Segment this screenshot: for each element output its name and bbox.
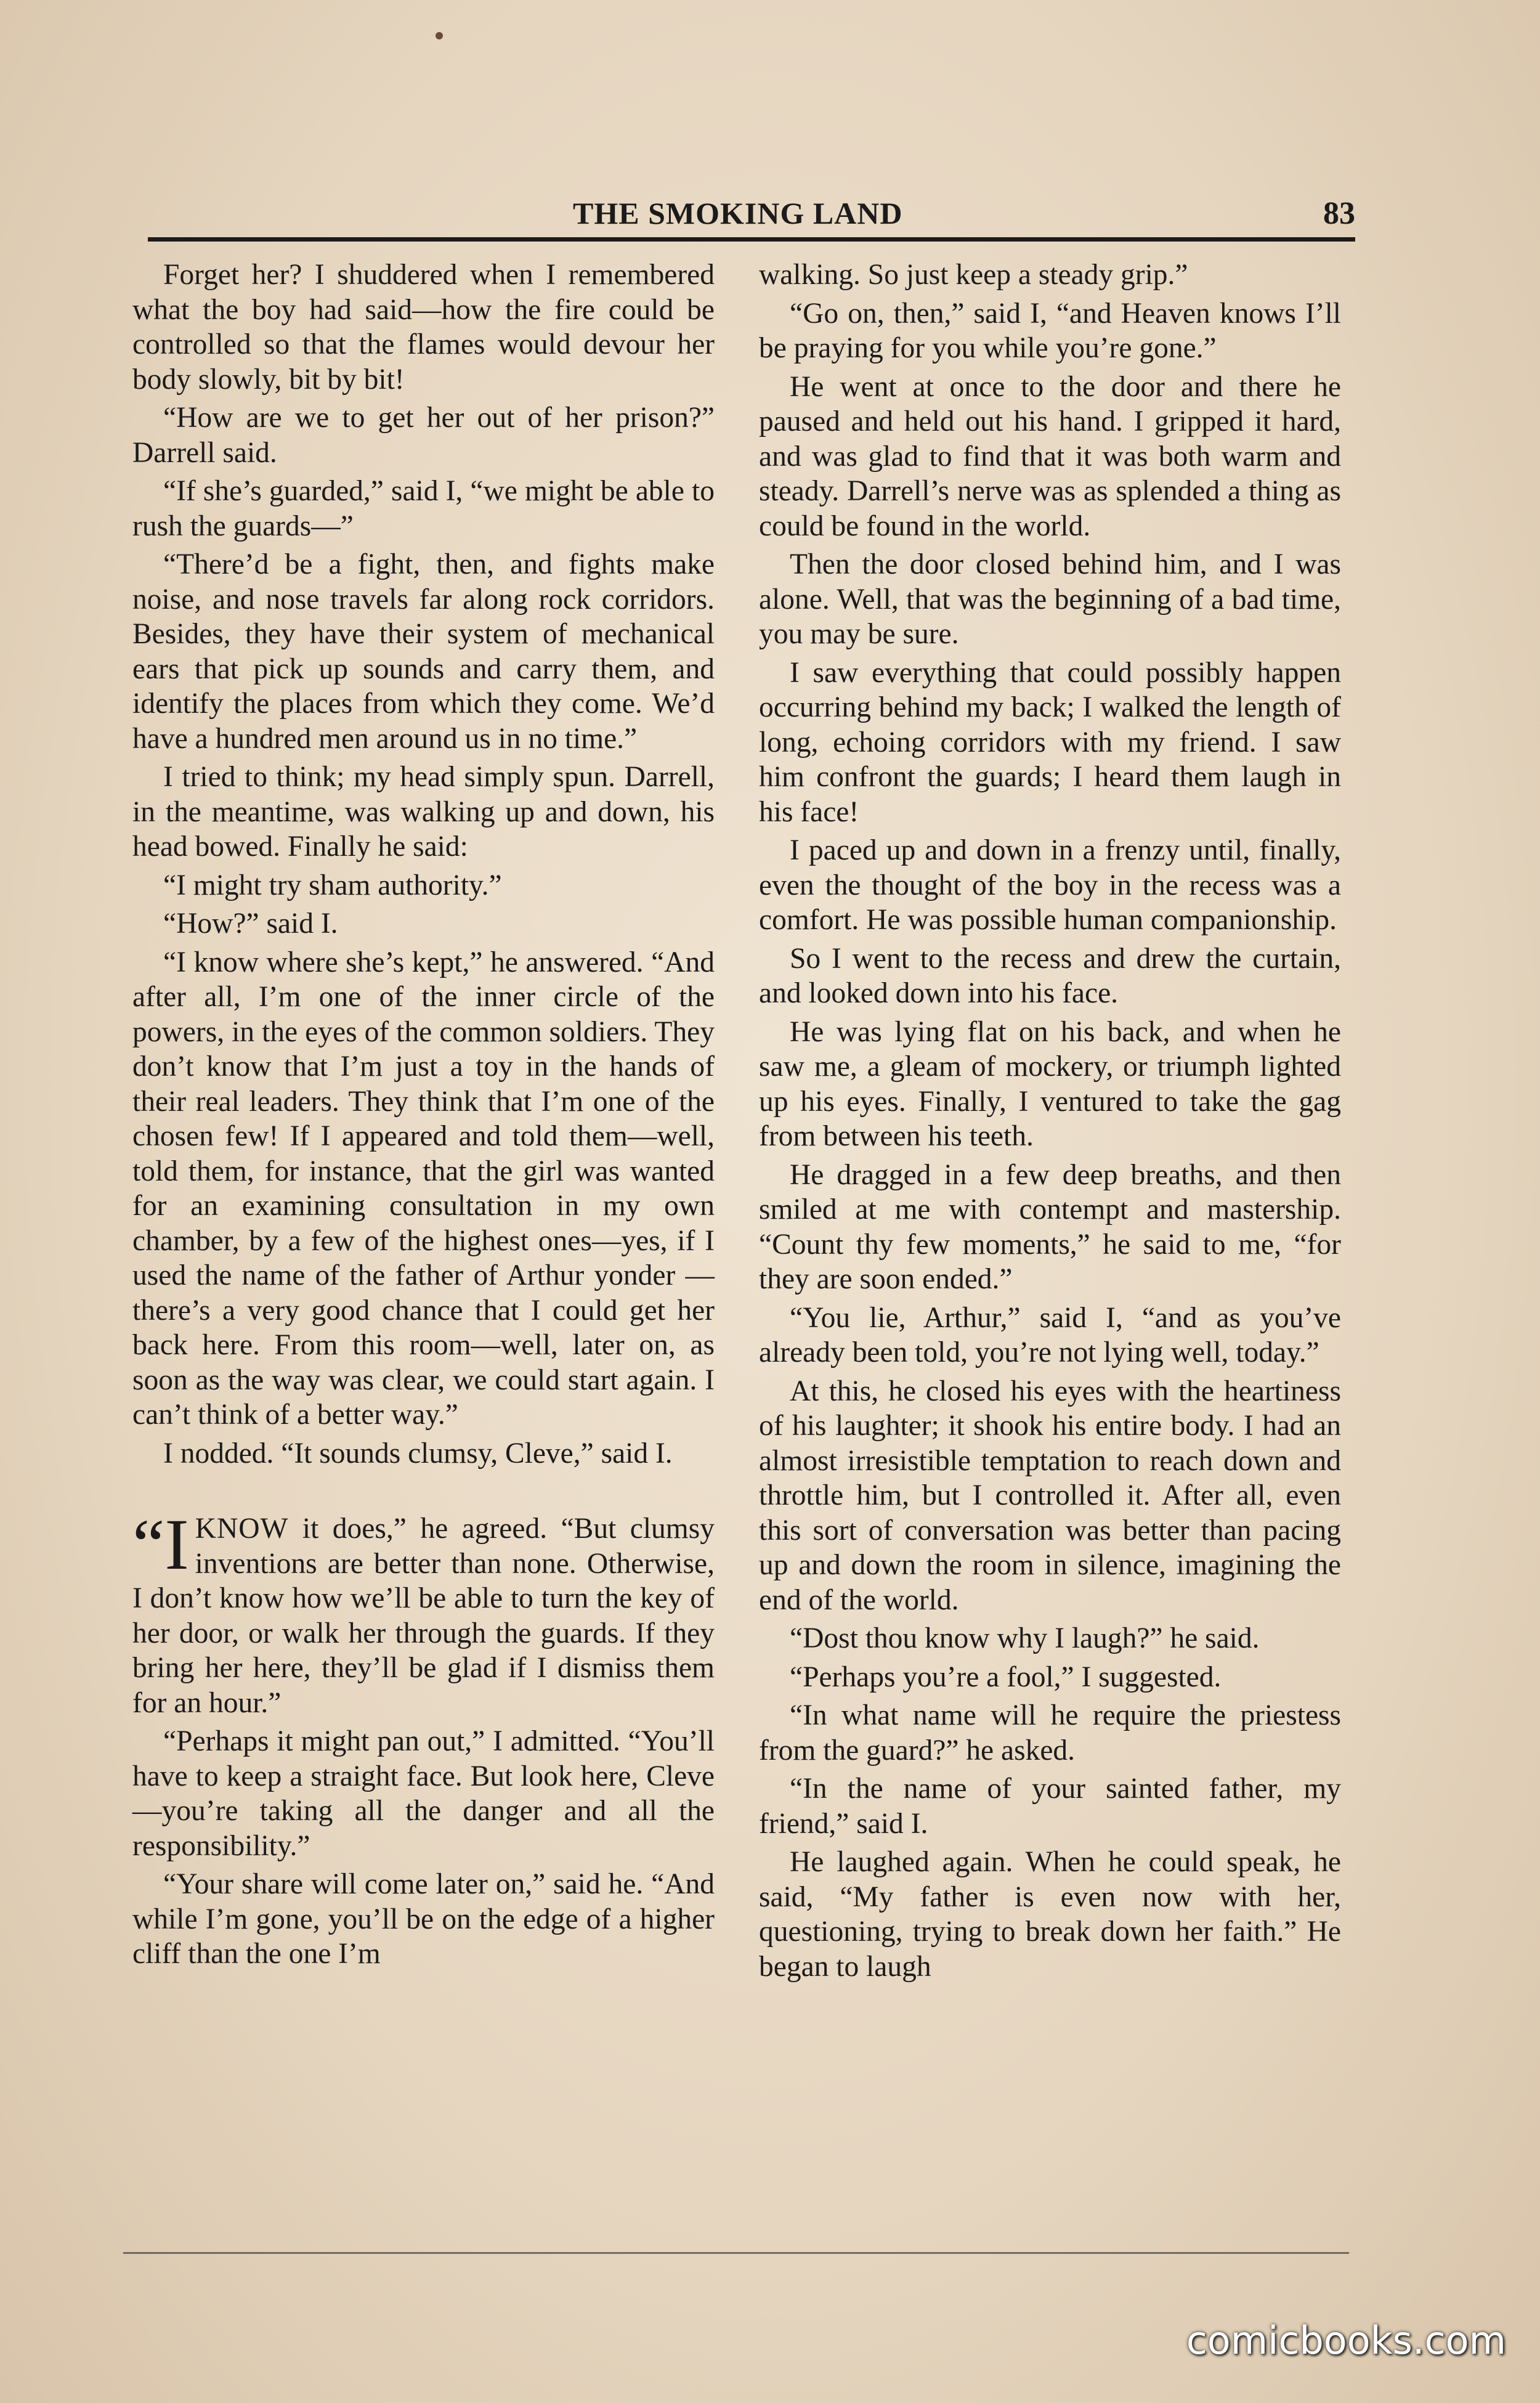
paragraph: So I went to the recess and drew the curtain, and looked down into his face. [759,942,1341,1009]
dropcap-paragraph-text: it does,” he agreed. “But clumsy inventions are better than none. Otherwise, I don’t know how we’ll be able to turn the key of her door, or walk her through the guards. If they bring her here, they’ll be glad if I dismiss them for an hour.” [132,1513,715,1719]
dropcap-letter: “I [132,1504,189,1585]
dropcap-paragraph [132,1504,715,1720]
paragraph: “How?” said I. [163,908,338,940]
page-header [148,188,1355,243]
paragraph: Then the door closed behind him, and I was alone. Well, that was the beginning of a bad time, you may be sure. [759,548,1341,650]
paragraph: “Go on, then,” said I, “and Heaven knows I’ll be praying for you while you’re gone.” [759,297,1341,364]
watermark: comicbooks.com [1186,2318,1506,2363]
paragraph: “You lie, Arthur,” said I, “and as you’ve already been told, you’re not lying well, today.” [759,1301,1341,1368]
paragraph: “How are we to get her out of her prison?” Darrell said. [132,402,715,469]
paragraph: I paced up and down in a frenzy until, finally, even the thought of the boy in the recess was a comfort. He was possible human companionship. [759,834,1341,936]
section-break [132,1474,715,1511]
right-column [759,258,1341,1988]
paragraph: “Perhaps you’re a fool,” I suggested. [790,1661,1222,1693]
paragraph: I tried to think; my head simply spun. Darrell, in the meantime, was walking up and down, his head bowed. Finally he said: [132,761,715,863]
paragraph: I nodded. “It sounds clumsy, Cleve,” said I. [163,1437,673,1470]
footer-rule [123,2252,1349,2254]
left-column [132,258,715,1975]
paragraph: “In what name will he require the priestess from the guard?” he asked. [759,1699,1341,1767]
paragraph: At this, he closed his eyes with the heartiness of his laughter; it shook his entire body. I had an almost irresistible temptation to reach down and throttle him, but I controlled it. After all, even this sort of conversation was better than pacing up and down the room in silence, imagining the end of the world. [759,1375,1341,1616]
left-column-paragraphs-after [132,1724,715,1972]
ink-speck [436,32,443,39]
paragraph: “There’d be a fight, then, and fights make noise, and nose travels far along rock corridors. Besides, they have their system of mechanical ears that pick up sounds and carry them, and identify the places from which they come. We’d have a hundred men around us in no time.” [132,548,715,755]
paragraph: He dragged in a few deep breaths, and then smiled at me with contempt and mastership. “Count thy few moments,” he said to me, “for they are soon ended.” [759,1158,1341,1295]
paragraph: “Perhaps it might pan out,” I admitted. “You’ll have to keep a straight face. But look here, Cleve—you’re taking all the danger and all the responsibility.” [132,1725,715,1862]
paragraph: He went at once to the door and there he paused and held out his hand. I gripped it hard, and was glad to find that it was both warm and steady. Darrell’s nerve was as splended a thing as could be found in the world. [759,370,1341,542]
paragraph: I saw everything that could possibly happen occurring behind my back; I walked the length of long, echoing corridors with my friend. I saw him confront the guards; I heard them laugh in his face! [759,656,1341,828]
page-number: 83 [1323,196,1355,231]
running-title: THE SMOKING LAND [573,196,903,230]
paragraph: walking. So just keep a steady grip.” [759,259,1188,291]
paragraph: “Dost thou know why I laugh?” he said. [790,1622,1260,1654]
paragraph: “If she’s guarded,” said I, “we might be able to rush the guards—” [132,475,715,542]
paragraph: Forget her? I shuddered when I remembered what the boy had said—how the fire could be controlled so that the flames would devour her body slowly, bit by bit! [132,259,715,396]
paragraph: “I might try sham authority.” [163,869,502,901]
paragraph: “I know where she’s kept,” he answered. “And after all, I’m one of the inner circle of the powers, in the eyes of the common soldiers. They don’t know that I’m just a toy in the hands of their real leaders. They think that I’m one of the chosen few! If I appeared and told them—well, told them, for instance, that the girl was wanted for an examining consultation in my own chamber, by a few of the highest ones—yes, if I used the name of the father of Arthur yonder —there’s a very good chance that I could get her back here. From this room—well, later on, as soon as the way was clear, we could start again. I can’t think of a better way.” [132,946,715,1431]
paragraph: He laughed again. When he could speak, he said, “My father is even now with her, questioning, trying to break down her faith.” He began to laugh [759,1846,1341,1983]
dropcap-lead-word: KNOW [195,1513,289,1545]
paragraph: “Your share will come later on,” said he. “And while I’m gone, you’ll be on the edge of a higher cliff than the one I’m [132,1868,715,1970]
left-column-paragraphs [132,258,715,1471]
paragraph: He was lying flat on his back, and when he saw me, a gleam of mockery, or triumph lighted up his eyes. Finally, I ventured to take the gag from between his teeth. [759,1015,1341,1152]
paragraph: “In the name of your sainted father, my friend,” said I. [759,1773,1341,1840]
header-rule [148,237,1355,242]
